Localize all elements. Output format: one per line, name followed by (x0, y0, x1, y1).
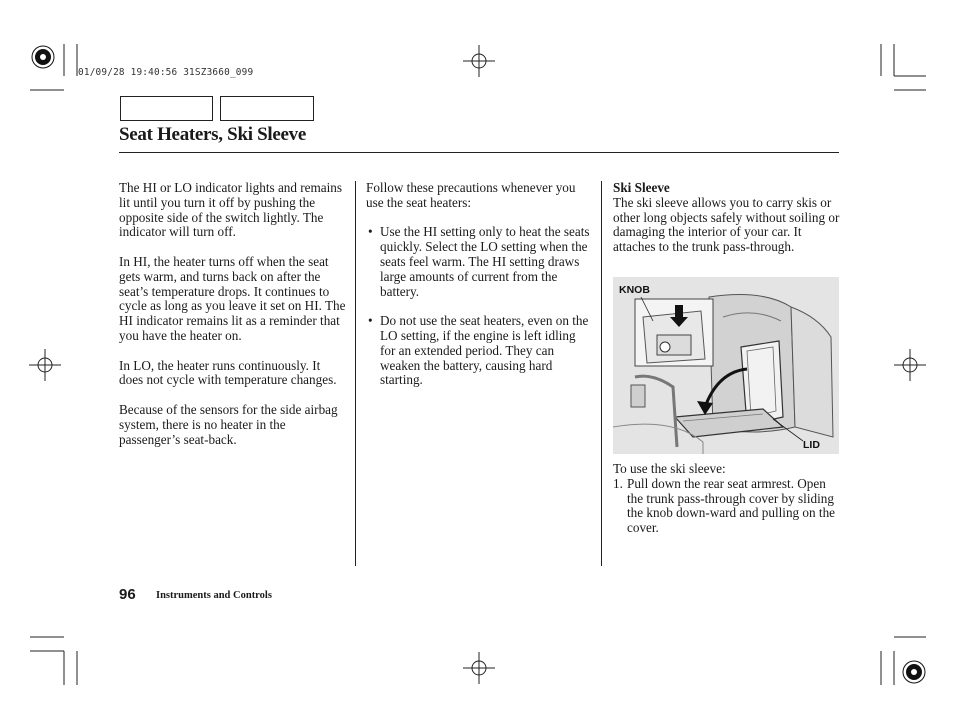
column-1-paragraph: Because of the sensors for the side airbag system, there is no heater in the passenger’s seat-back. (119, 401, 338, 447)
precaution-item (366, 225, 594, 299)
precaution-item (366, 314, 594, 388)
bullet-icon: • (368, 224, 373, 240)
precaution-text: Do not use the seat heaters, even on the LO setting, if the engine is left idling for an extended period. They can weaken the battery, causing hard starting. (380, 313, 589, 388)
knob-label: KNOB (619, 284, 650, 296)
nav-tab-table-of-contents[interactable] (220, 96, 314, 121)
page-title: Seat Heaters, Ski Sleeve (119, 124, 306, 145)
column-3-steps (613, 462, 841, 536)
footer-section: Instruments and Controls (156, 590, 272, 601)
column-1-paragraph: In LO, the heater runs continuously. It does not cycle with temperature changes. (119, 357, 337, 388)
ski-sleeve-illustration (613, 277, 839, 454)
precautions-intro: Follow these precautions whenever you use the seat heaters: (366, 180, 576, 210)
column-divider-1 (355, 181, 356, 566)
column-3 (613, 181, 841, 270)
column-2 (366, 181, 594, 403)
steps-intro: To use the ski sleeve: (613, 461, 726, 476)
lid-label: LID (803, 439, 820, 451)
ski-sleeve-heading: Ski Sleeve (613, 180, 670, 195)
column-1-paragraph: The HI or LO indicator lights and remains lit until you turn it off by pushing the opposite side of the switch lightly. The indicator will turn off. (119, 180, 343, 240)
ski-sleeve-intro: The ski sleeve allows you to carry skis or other long objects safely without soiling or damaging the interior of your car. It attaches to the trunk pass-through. (613, 194, 840, 255)
step-text: Pull down the rear seat armrest. Open the trunk pass-through cover by sliding the knob down-ward and pulling on the cover. (627, 475, 836, 536)
print-slug: 01/09/28 19:40:56 31SZ3660_099 (78, 67, 254, 78)
title-rule (119, 152, 839, 153)
column-1-paragraph: In HI, the heater turns off when the seat gets warm, and turns back on after the seat’s temperature drops. It continues to cycle as long as you leave it set on HI. The HI indicator remains lit as a reminder that you have the heater on. (119, 253, 346, 343)
ski-sleeve-drawing (613, 277, 839, 454)
nav-tab-main-menu[interactable] (120, 96, 213, 121)
bullet-icon: • (368, 313, 373, 329)
page-number: 96 (119, 586, 136, 603)
column-1 (119, 181, 347, 462)
column-divider-2 (601, 181, 602, 566)
step-item (613, 477, 841, 536)
step-number: 1. (613, 475, 623, 491)
precaution-text: Use the HI setting only to heat the seats quickly. Select the LO setting when the seats feel warm. The HI setting draws large amounts of current from the battery. (380, 224, 590, 299)
